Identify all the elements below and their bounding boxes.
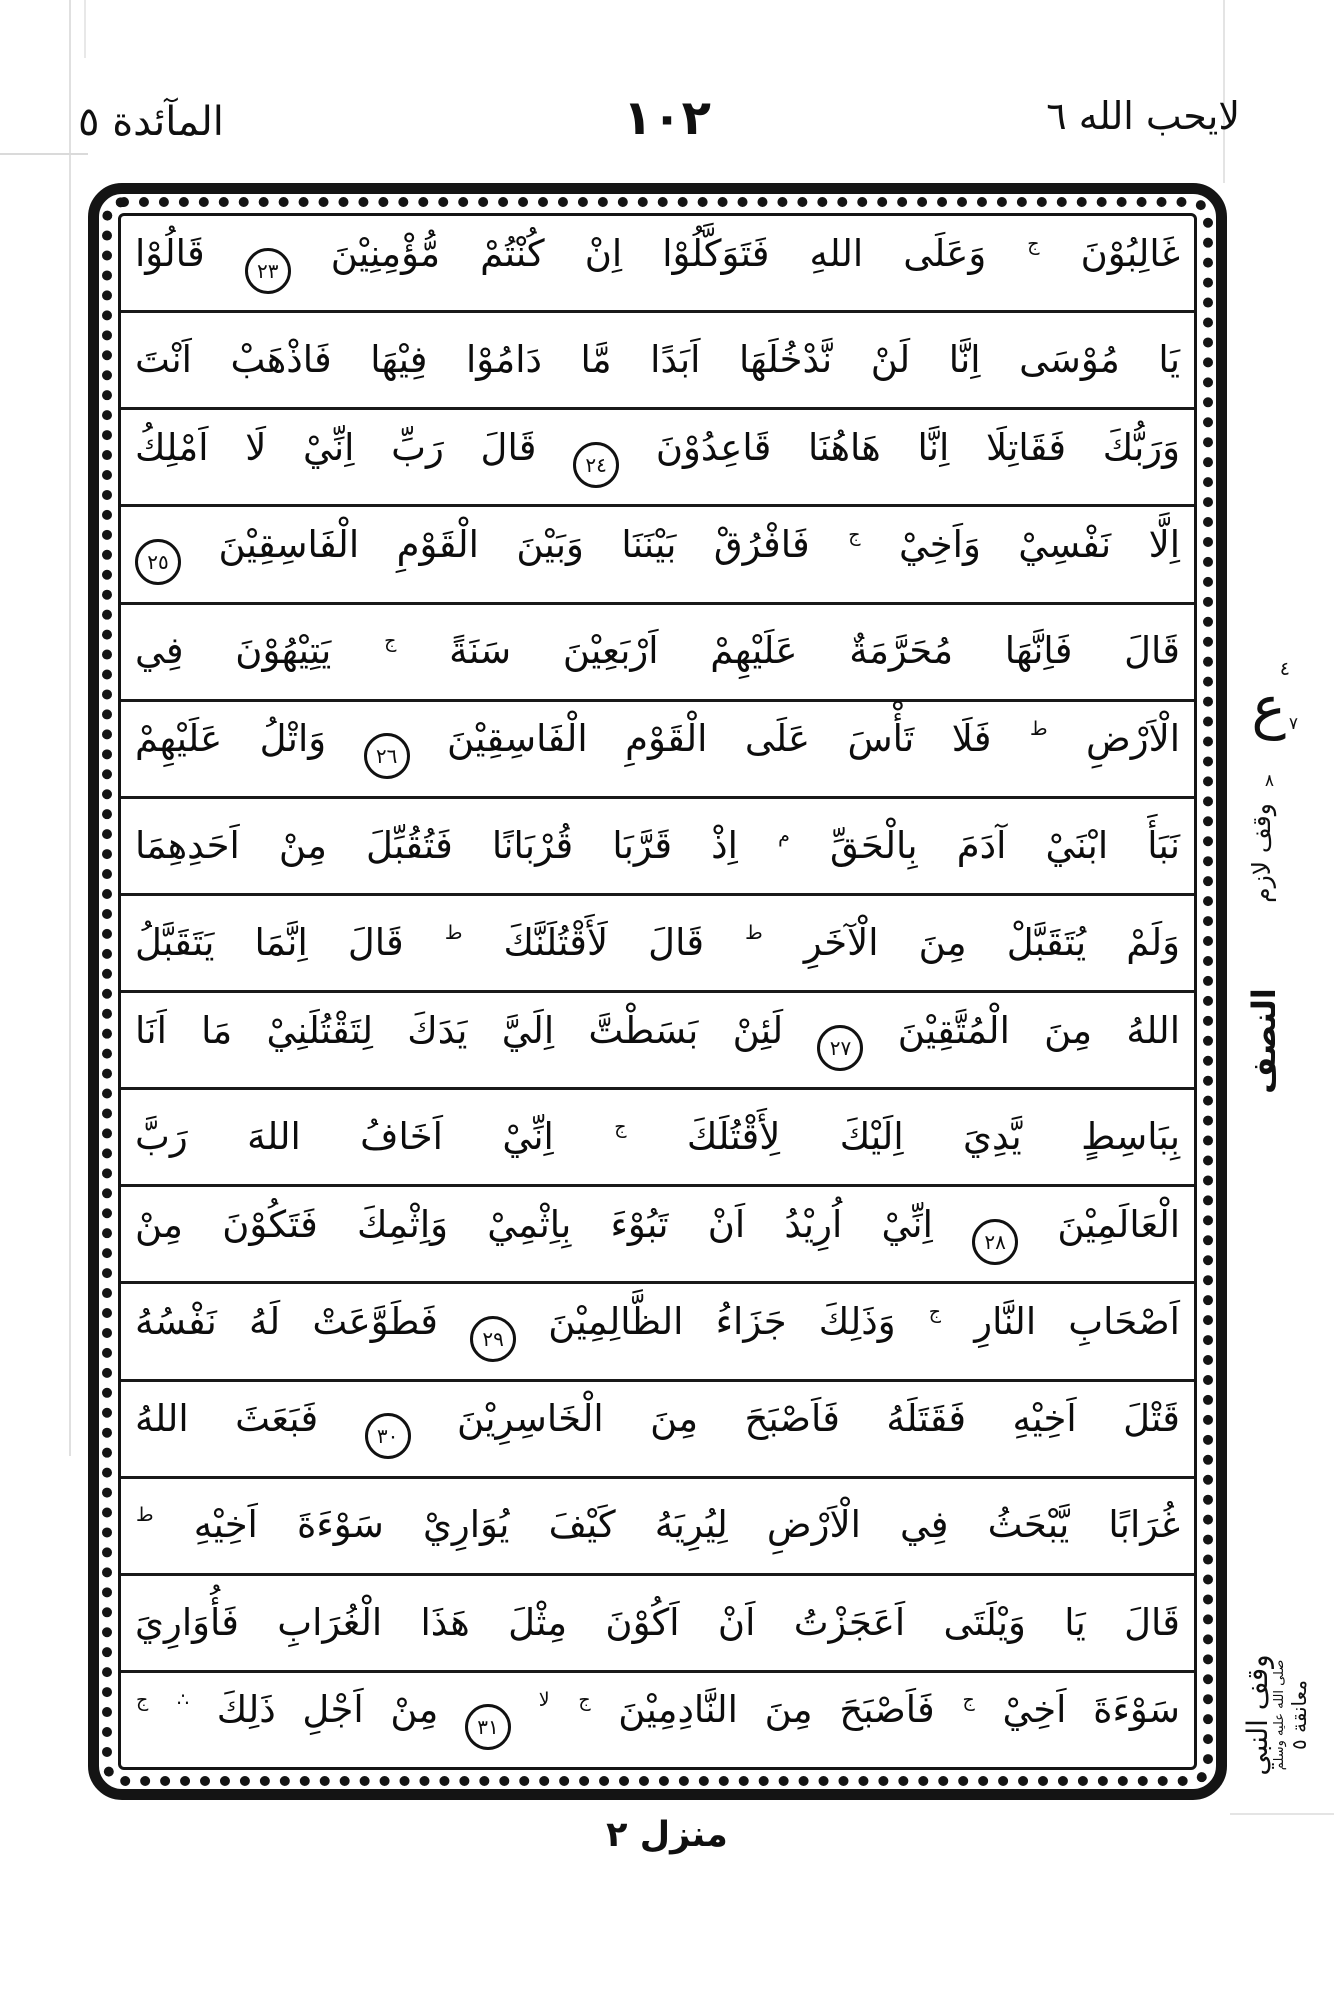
waqf-mark: لا (538, 1689, 550, 1712)
waqf-mark: ج (614, 1115, 627, 1138)
quran-words: فَاَصْبَحَ مِنَ النَّادِمِيْنَ (618, 1688, 935, 1732)
scan-artifact-line (1230, 1813, 1334, 1815)
quran-line (121, 313, 1194, 410)
quran-words: قَالَ لَأَقْتُلَنَّكَ (503, 920, 705, 964)
quran-line (121, 1576, 1194, 1673)
quran-line (121, 702, 1194, 799)
quran-words: لَئِنْ بَسَطْتَّ اِلَيَّ يَدَكَ لِتَقْتُلَنِيْ مَا اَنَا (135, 1008, 784, 1052)
margin-note-waqf-lazim: وقف لازم (1247, 803, 1276, 903)
quran-line (121, 605, 1194, 702)
quran-words: قَالُوْا (135, 231, 205, 275)
quran-words: فَلَا تَأْسَ عَلَى الْقَوْمِ الْفَاسِقِيْنَ (447, 717, 992, 761)
ruku-marker (1234, 658, 1298, 791)
quran-words: غُرَابًا يَّبْحَثُ فِي الْاَرْضِ لِيُرِيَهُ كَيْفَ يُوَارِيْ سَوْءَةَ اَخِيْهِ (193, 1503, 1180, 1547)
waqf-mark: ط (136, 1504, 154, 1527)
quran-words: قَالَ فَاِنَّهَا مُحَرَّمَةٌ عَلَيْهِمْ اَرْبَعِيْنَ سَنَةً (449, 629, 1180, 673)
quran-line (121, 1479, 1194, 1576)
surah-name-header: المآئدة ٥ (78, 99, 224, 145)
quran-line-text (135, 427, 1180, 488)
quran-words: الْعَالَمِيْنَ (1057, 1202, 1180, 1246)
waqf-mark: ط (444, 921, 463, 944)
quran-line (121, 1382, 1194, 1479)
quran-line-text (135, 233, 1180, 294)
quran-line-text (135, 339, 1180, 382)
quran-words: بِبَاسِطٍ يَّدِيَ اِلَيْكَ لِأَقْتُلَكَ (686, 1114, 1180, 1158)
quran-words: نَبَأَ ابْنَيْ آدَمَ بِالْحَقِّ (829, 823, 1180, 867)
quran-line-text (135, 1504, 1180, 1547)
quran-line (121, 799, 1194, 896)
quran-words: اِنِّيْ اُرِيْدُ اَنْ تَبُوْءَ بِاِثْمِيْ وَاِثْمِكَ فَتَكُوْنَ مِنْ (135, 1202, 933, 1246)
ruku-number-middle: ٧ (1288, 714, 1298, 734)
quran-line (121, 1090, 1194, 1187)
quran-words: يَتِيْهُوْنَ فِي (135, 629, 332, 673)
ayah-number-marker: ٣١ (465, 1704, 511, 1750)
quran-words: الْاَرْضِ (1086, 717, 1180, 761)
manzil-marker: منزل ٢ (606, 1815, 728, 1855)
quran-words: اِذْ قَرَّبَا قُرْبَانًا فَتُقُبِّلَ مِنْ اَحَدِهِمَا (135, 823, 738, 867)
quran-words: وَذَلِكَ جَزَاءُ الظَّالِمِيْنَ (548, 1299, 896, 1343)
quran-line (121, 216, 1194, 313)
quran-line-text (135, 1204, 1180, 1265)
quran-line (121, 507, 1194, 604)
quran-words: فَطَوَّعَتْ لَهُ نَفْسُهُ (135, 1299, 438, 1343)
waqf-mark: ج (384, 630, 397, 653)
quran-line-text (135, 1602, 1180, 1645)
scan-artifact-line (69, 0, 71, 1456)
quran-words: فَافْرُقْ بَيْنَنَا وَبَيْنَ الْقَوْمِ الْفَاسِقِيْنَ (218, 522, 810, 566)
waqf-mark: ج (1027, 232, 1040, 255)
waqf-mark: ط (745, 921, 763, 944)
quran-words: قَالَ يَا وَيْلَتَى اَعَجَزْتُ اَنْ اَكُوْنَ مِثْلَ هَذَا الْغُرَابِ فَأُوَارِيَ (135, 1600, 1180, 1644)
quran-line (121, 1187, 1194, 1284)
quran-words: اَصْحَابِ النَّارِ (974, 1299, 1180, 1343)
margin-note-waqf-nabi-group (1234, 1630, 1320, 1800)
waqf-mark: م (778, 824, 790, 847)
quran-words: قَتْلَ اَخِيْهِ فَقَتَلَهُ فَاَصْبَحَ مِنَ الْخَاسِرِيْنَ (457, 1397, 1180, 1441)
page-number: ١٠٢ (623, 90, 711, 146)
ayah-number-marker: ٢٨ (972, 1219, 1018, 1265)
quran-words: وَرَبُّكَ فَقَاتِلَا اِنَّا هَاهُنَا قَاعِدُوْنَ (655, 425, 1181, 469)
waqf-mark: ج (928, 1300, 942, 1323)
ruku-ain-letter: ع (1251, 673, 1286, 741)
margin-note-muanaqa: معانقة ٥ (1287, 1680, 1312, 1750)
quran-line (121, 1673, 1194, 1767)
quran-line-text (135, 825, 1180, 868)
ruku-number-bottom: ٨ (1264, 771, 1274, 791)
quran-line-text (135, 922, 1180, 965)
quran-line (121, 1284, 1194, 1381)
quran-line (121, 410, 1194, 507)
quran-words: وَلَمْ يُتَقَبَّلْ مِنَ الْآخَرِ (803, 920, 1180, 964)
waqf-mark: ∴ (176, 1689, 190, 1712)
quran-line-text (135, 524, 1180, 585)
juz-name-header: لايحب الله ٦ (1046, 94, 1240, 138)
margin-note-nisf: النصف (1245, 988, 1283, 1094)
ruku-number-top: ٤ (1279, 658, 1290, 680)
quran-line-text (135, 1301, 1180, 1362)
margin-note-salawat: صلى الله عليه وسلم (1271, 1659, 1287, 1771)
quran-words: يَا مُوْسَى اِنَّا لَنْ نَّدْخُلَهَا اَبَدًا مَّا دَامُوْا فِيْهَا فَاذْهَبْ اَنْتَ (135, 337, 1180, 381)
ayah-number-marker: ٢٥ (135, 539, 181, 585)
quran-words: غَالِبُوْنَ (1080, 231, 1180, 275)
quran-line-text (135, 1116, 1180, 1159)
quran-words: قَالَ رَبِّ اِنِّيْ لَا اَمْلِكُ (135, 425, 537, 469)
ayah-number-marker: ٢٤ (573, 442, 619, 488)
waqf-mark: ج (848, 523, 861, 546)
quran-words: وَعَلَى اللهِ فَتَوَكَّلُوْا اِنْ كُنْتُمْ مُّؤْمِنِيْنَ (330, 231, 987, 275)
waqf-mark: ط (1029, 718, 1048, 741)
waqf-mark: ج (136, 1689, 149, 1712)
waqf-mark: ج (578, 1689, 591, 1712)
waqf-mark: ج (962, 1689, 975, 1712)
quran-text-frame (88, 183, 1227, 1800)
quran-words: اِلَّا نَفْسِيْ وَاَخِيْ (898, 522, 1181, 566)
quran-line-text (135, 1689, 1180, 1750)
quran-line (121, 896, 1194, 993)
beaded-border (102, 197, 1213, 1786)
quran-line-text (135, 1398, 1180, 1459)
quran-words: اِنِّيْ اَخَافُ اللهَ رَبَّ (135, 1114, 554, 1158)
quran-words: اللهُ مِنَ الْمُتَّقِيْنَ (897, 1008, 1180, 1052)
quran-line-text (135, 1010, 1180, 1071)
ayah-number-marker: ٢٣ (245, 248, 291, 294)
scan-artifact-line (0, 153, 88, 155)
quran-words: قَالَ اِنَّمَا يَتَقَبَّلُ (135, 920, 404, 964)
ayah-number-marker: ٢٧ (817, 1025, 863, 1071)
quran-line (121, 993, 1194, 1090)
margin-note-waqf-nabi: وقف النبي (1240, 1654, 1274, 1776)
quran-words: مِنْ اَجْلِ ذَلِكَ (216, 1688, 439, 1732)
ayah-number-marker: ٢٩ (470, 1316, 516, 1362)
quran-line-text (135, 630, 1180, 673)
ayah-number-marker: ٢٦ (364, 733, 410, 779)
ayah-number-marker: ٣٠ (365, 1413, 411, 1459)
quran-words: وَاتْلُ عَلَيْهِمْ (135, 717, 327, 761)
quran-line-text (135, 718, 1180, 779)
quran-lines-area (118, 213, 1197, 1770)
quran-words: فَبَعَثَ اللهُ (135, 1397, 319, 1441)
quran-words: سَوْءَةَ اَخِيْ (1002, 1688, 1181, 1732)
scan-artifact-line (84, 0, 86, 58)
